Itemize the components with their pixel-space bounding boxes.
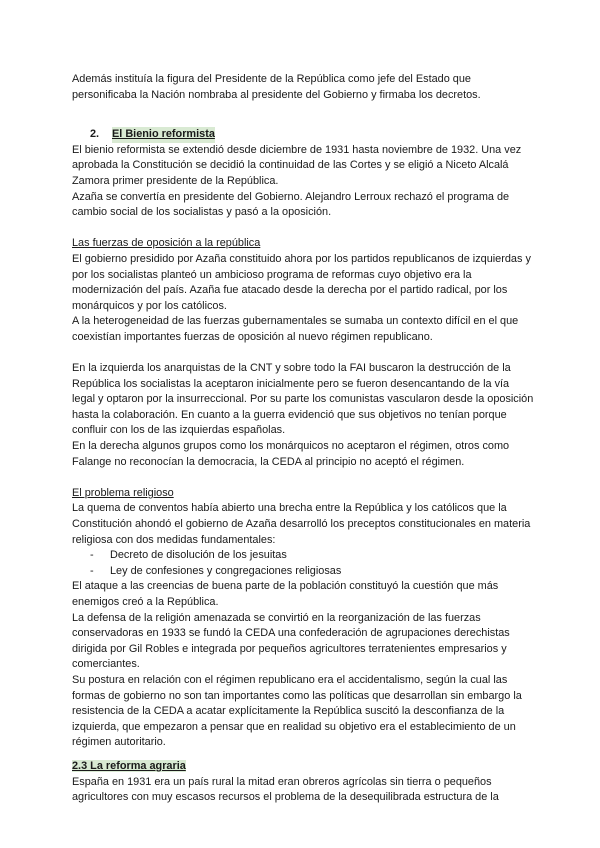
section-2-number: 2. xyxy=(90,128,100,141)
bienio-paragraph-2: Azaña se convertía en presidente del Gobierno. Alejandro Lerroux rechazó el programa de cambio social de los socialistas y pasó a la oposición. xyxy=(72,190,510,219)
oposicion-heading: Las fuerzas de oposición a la república xyxy=(72,237,261,250)
section-2-title: El Bienio reformista xyxy=(112,127,215,143)
religioso-paragraph-4: Su postura en relación con el régimen republicano era el accidentalismo, según la cual las formas de gobierno no son tan importantes como las políticas que desarrollan sin embargo la resistencia de la CEDA a acatar explícitamente la República suscitó la desconfianza de la izquierda, que empezaron a pensar que en realidad su objetivo era el establecimiento de un régimen autoritario. xyxy=(72,673,522,749)
oposicion-paragraph-4: En la derecha algunos grupos como los monárquicos no aceptaron el régimen, otros como Falange no reconocían la democracia, la CEDA al principio no aceptó el régimen. xyxy=(72,440,510,468)
agraria-heading: 2.3 La reforma agraria xyxy=(72,759,186,772)
oposicion-paragraph-3: En la izquierda los anarquistas de la CNT y sobre todo la FAI buscaron la destrucción de la República los socialistas la aceptaron inicialmente pero se fueron desencantando de la vía legal y optaron por la insurreccional. Por su parte los comunistas vascularon desde la oposición hasta la colaboración. En cuanto a la guerra evidenció que sus objetivos no tenían porque confluir con los de las izquierdas españolas. xyxy=(72,362,534,437)
list-item: - Decreto de disolución de los jesuitas xyxy=(90,548,534,564)
oposicion-paragraph-2: A la heterogeneidad de las fuerzas gubernamentales se sumaba un contexto difícil en el que coexistían importantes fuerzas de oposición al nuevo régimen republicano. xyxy=(72,315,519,343)
agraria-paragraph-1: España en 1931 era un país rural la mitad eran obreros agrícolas sin tierra o pequeños agricultores con muy escasos recursos el problema de la desequilibrada estructura de la xyxy=(72,775,499,804)
religioso-paragraph-2: El ataque a las creencias de buena parte de la población constituyó la cuestión que más enemigos creó a la República. xyxy=(72,580,499,608)
religioso-paragraph-3: La defensa de la religión amenazada se convirtió en la reorganización de las fuerzas conservadoras en 1933 se fundó la CEDA una confederación de agrupaciones derechistas dirigida por Gil Robles e integrada por pequeños agricultores terratenientes empresarios y comerciantes. xyxy=(72,611,510,671)
religioso-paragraph-1: La quema de conventos había abierto una brecha entre la República y los católicos que la Constitución ahondó el gobierno de Azaña desarrolló los preceptos constitucionales en materia religiosa con dos medidas fundamentales: xyxy=(72,502,531,546)
religioso-measures-list xyxy=(72,548,534,579)
document-page xyxy=(72,72,534,806)
religioso-heading: El problema religioso xyxy=(72,486,174,499)
list-item: - Ley de confesiones y congregaciones religiosas xyxy=(90,564,534,580)
bienio-paragraph-1: El bienio reformista se extendió desde diciembre de 1931 hasta noviembre de 1932. Una vez aprobada la Constitución se decidió la continuidad de las Cortes y se eligió a Niceto Alcalá Zamora primer presidente de la República. xyxy=(72,143,522,187)
intro-paragraph: Además instituía la figura del Presidente de la República como jefe del Estado que personificaba la Nación nombraba al presidente del Gobierno y firmaba los decretos. xyxy=(72,73,481,101)
oposicion-paragraph-1: El gobierno presidido por Azaña constituido ahora por los partidos republicanos de izquierdas y por los socialistas planteó un ambicioso programa de reformas cuyo objetivo era la modernización del país. Azaña fue atacado desde la derecha por el partido radical, por los monárquicos y por los católicos. xyxy=(72,252,531,312)
section-2-heading xyxy=(72,127,534,143)
